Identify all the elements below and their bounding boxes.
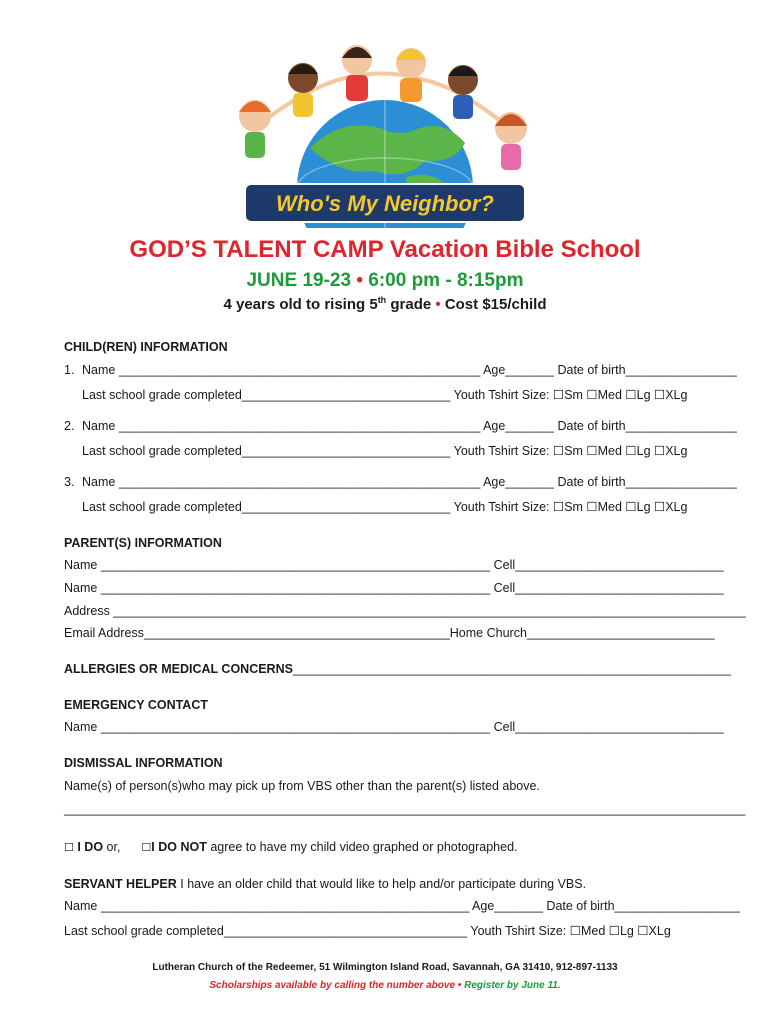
emergency-heading: EMERGENCY CONTACT (64, 698, 208, 712)
logo-banner (245, 184, 525, 222)
child-3-number: 3. (64, 475, 75, 489)
address-line[interactable]: Address ___________________________________________________________________________________________ (64, 604, 746, 618)
camp-logo (215, 38, 555, 228)
dates: JUNE 19-23 (246, 270, 352, 291)
logo-banner-text: Who's My Neighbor? (276, 191, 494, 216)
parents-heading: PARENT(S) INFORMATION (64, 536, 222, 550)
servant-heading: SERVANT HELPER (64, 877, 177, 891)
i-do-not-label: I DO NOT (151, 840, 207, 854)
bullet: • (435, 296, 441, 313)
ages-prefix: 4 years old to rising 5 (223, 296, 378, 313)
dismissal-line[interactable]: __________________________________________________________________________________________________ (64, 802, 746, 816)
child-3-name-line[interactable]: Name ____________________________________________________ Age_______ Date of birth________________ (82, 475, 737, 489)
time: 6:00 pm - 8:15pm (368, 270, 524, 291)
dates-time (0, 270, 770, 292)
emergency-line[interactable]: Name ________________________________________________________ Cell______________________________ (64, 720, 724, 734)
servant-name-line[interactable]: Name _____________________________________________________ Age_______ Date of birth__________________ (64, 899, 740, 913)
bullet: • (356, 270, 363, 291)
footer-note (0, 980, 770, 991)
child-3-grade-line[interactable]: Last school grade completed______________________________ Youth Tshirt Size: ☐Sm ☐Med ☐Lg ☐XLg (82, 500, 688, 514)
consent-text: agree to have my child video graphed or photographed. (210, 840, 518, 854)
i-do-not-checkbox[interactable]: ☐ (141, 841, 152, 854)
ages-cost (0, 295, 770, 313)
child-2-name-line[interactable]: Name ____________________________________________________ Age_______ Date of birth________________ (82, 419, 737, 433)
register-text: Register by June 11. (464, 980, 561, 991)
i-do-checkbox[interactable]: ☐ (64, 841, 74, 854)
bullet: • (457, 980, 462, 991)
child-1-grade-line[interactable]: Last school grade completed______________________________ Youth Tshirt Size: ☐Sm ☐Med ☐Lg ☐XLg (82, 388, 688, 402)
ages-sup: th (377, 295, 387, 305)
allergies-row[interactable] (64, 662, 731, 676)
photo-consent-row (64, 840, 518, 854)
servant-row (64, 877, 586, 891)
servant-text: I have an older child that would like to help and/or participate during VBS. (180, 877, 587, 891)
dismissal-text: Name(s) of person(s)who may pick up from VBS other than the parent(s) listed above. (64, 779, 540, 793)
child-2-grade-line[interactable]: Last school grade completed______________________________ Youth Tshirt Size: ☐Sm ☐Med ☐Lg ☐XLg (82, 444, 688, 458)
i-do-label: I DO (77, 840, 104, 854)
email-line[interactable]: Email Address____________________________________________Home Church___________________________ (64, 626, 715, 640)
footer-address: Lutheran Church of the Redeemer, 51 Wilmington Island Road, Savannah, GA 31410, 912-897-1133 (152, 962, 618, 973)
scholarships-text: Scholarships available by calling the number above (209, 980, 456, 991)
parent-2-line[interactable]: Name ________________________________________________________ Cell______________________________ (64, 581, 724, 595)
parent-1-line[interactable]: Name ________________________________________________________ Cell______________________________ (64, 558, 724, 572)
page-title: GOD’S TALENT CAMP Vacation Bible School (129, 236, 641, 263)
servant-grade-line[interactable]: Last school grade completed___________________________________ Youth Tshirt Size: ☐Med ☐Lg ☐XLg (64, 924, 671, 938)
child-2-number: 2. (64, 419, 75, 433)
cost: Cost $15/child (444, 296, 547, 313)
allergies-heading: ALLERGIES OR MEDICAL CONCERNS (64, 662, 293, 676)
dismissal-heading: DISMISSAL INFORMATION (64, 756, 223, 770)
child-1-number: 1. (64, 363, 75, 377)
allergies-line: _______________________________________________________________ (292, 662, 731, 676)
or-label: or, (106, 840, 121, 854)
children-heading: CHILD(REN) INFORMATION (64, 340, 228, 354)
child-1-name-line[interactable]: Name ____________________________________________________ Age_______ Date of birth________________ (82, 363, 737, 377)
ages-suffix: grade (386, 296, 432, 313)
